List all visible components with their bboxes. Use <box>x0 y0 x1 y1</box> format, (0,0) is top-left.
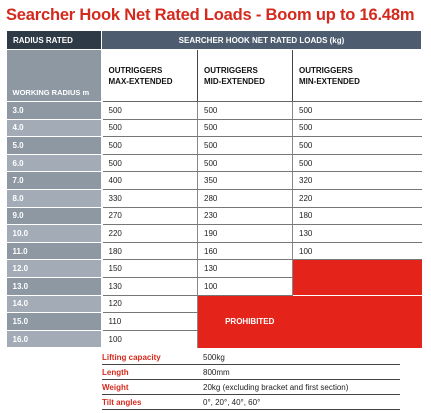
radius-cell: 3.0 <box>7 102 102 120</box>
col-header-mid-extended <box>198 50 293 102</box>
load-cell-mid: 230 <box>198 207 293 225</box>
load-cell-min: 180 <box>293 207 422 225</box>
load-cell-mid: 500 <box>198 102 293 120</box>
load-cell-max: 130 <box>102 277 198 295</box>
radius-cell: 6.0 <box>7 154 102 172</box>
load-cell-max: 270 <box>102 207 198 225</box>
radius-cell: 15.0 <box>7 313 102 331</box>
load-cell-min: 320 <box>293 172 422 190</box>
specs-table <box>102 350 400 410</box>
load-cell-mid: 100 <box>198 277 293 295</box>
load-cell-max: 330 <box>102 189 198 207</box>
radius-cell: 13.0 <box>7 277 102 295</box>
load-cell-max: 400 <box>102 172 198 190</box>
radius-rated-header: RADIUS RATED <box>7 31 102 50</box>
load-cell-mid: 500 <box>198 154 293 172</box>
load-cell-max: 120 <box>102 295 198 313</box>
radius-cell: 5.0 <box>7 137 102 155</box>
col-header-line: OUTRIGGERS <box>204 65 258 75</box>
spec-value: 20kg (excluding bracket and first section) <box>203 380 400 395</box>
col-header-line: MID-EXTENDED <box>204 76 265 86</box>
radius-cell: 12.0 <box>7 260 102 278</box>
prohibited-label: PROHIBITED <box>225 317 275 327</box>
load-cell-max: 220 <box>102 225 198 243</box>
col-header-max-extended <box>102 50 198 102</box>
load-cell-max: 500 <box>102 119 198 137</box>
spec-value: 800mm <box>203 365 400 380</box>
load-cell-max: 500 <box>102 102 198 120</box>
radius-cell: 7.0 <box>7 172 102 190</box>
load-cell-max: 150 <box>102 260 198 278</box>
load-cell-max: 100 <box>102 330 198 348</box>
working-radius-header: WORKING RADIUS m <box>7 50 102 102</box>
load-cell-max: 500 <box>102 137 198 155</box>
load-cell-mid: 350 <box>198 172 293 190</box>
load-cell-min: 100 <box>293 242 422 260</box>
radius-cell: 8.0 <box>7 189 102 207</box>
load-cell-min: 500 <box>293 154 422 172</box>
col-header-line: MAX-EXTENDED <box>108 76 173 86</box>
spec-label: Weight <box>102 380 203 395</box>
radius-cell: 16.0 <box>7 330 102 348</box>
radius-cell: 9.0 <box>7 207 102 225</box>
load-cell-mid: 190 <box>198 225 293 243</box>
load-cell-max: 110 <box>102 313 198 331</box>
radius-cell: 14.0 <box>7 295 102 313</box>
radius-cell: 11.0 <box>7 242 102 260</box>
load-cell-max: 500 <box>102 154 198 172</box>
searcher-loads-header: SEARCHER HOOK NET RATED LOADS (kg) <box>102 31 422 50</box>
spec-value: 0°, 20°, 40°, 60° <box>203 395 400 410</box>
load-cell-mid: 280 <box>198 189 293 207</box>
prohibited-zone-min <box>293 260 422 295</box>
col-header-line: MIN-EXTENDED <box>299 76 360 86</box>
radius-cell: 4.0 <box>7 119 102 137</box>
prohibited-zone <box>198 295 422 348</box>
spec-label: Length <box>102 365 203 380</box>
load-cell-min: 130 <box>293 225 422 243</box>
load-cell-min: 500 <box>293 119 422 137</box>
load-cell-min: 500 <box>293 102 422 120</box>
spec-label: Tilt angles <box>102 395 203 410</box>
page-title: Searcher Hook Net Rated Loads - Boom up to 16.48m <box>6 6 415 24</box>
load-cell-min: 500 <box>293 137 422 155</box>
load-cell-mid: 500 <box>198 119 293 137</box>
load-cell-min: 220 <box>293 189 422 207</box>
load-cell-mid: 500 <box>198 137 293 155</box>
rated-loads-table <box>6 30 422 348</box>
load-cell-mid: 130 <box>198 260 293 278</box>
col-header-min-extended <box>293 50 422 102</box>
load-cell-mid: 160 <box>198 242 293 260</box>
radius-cell: 10.0 <box>7 225 102 243</box>
spec-label: Lifting capacity <box>102 350 203 365</box>
col-header-line: OUTRIGGERS <box>108 65 163 75</box>
col-header-line: OUTRIGGERS <box>299 65 353 75</box>
spec-value: 500kg <box>203 350 400 365</box>
load-cell-max: 180 <box>102 242 198 260</box>
